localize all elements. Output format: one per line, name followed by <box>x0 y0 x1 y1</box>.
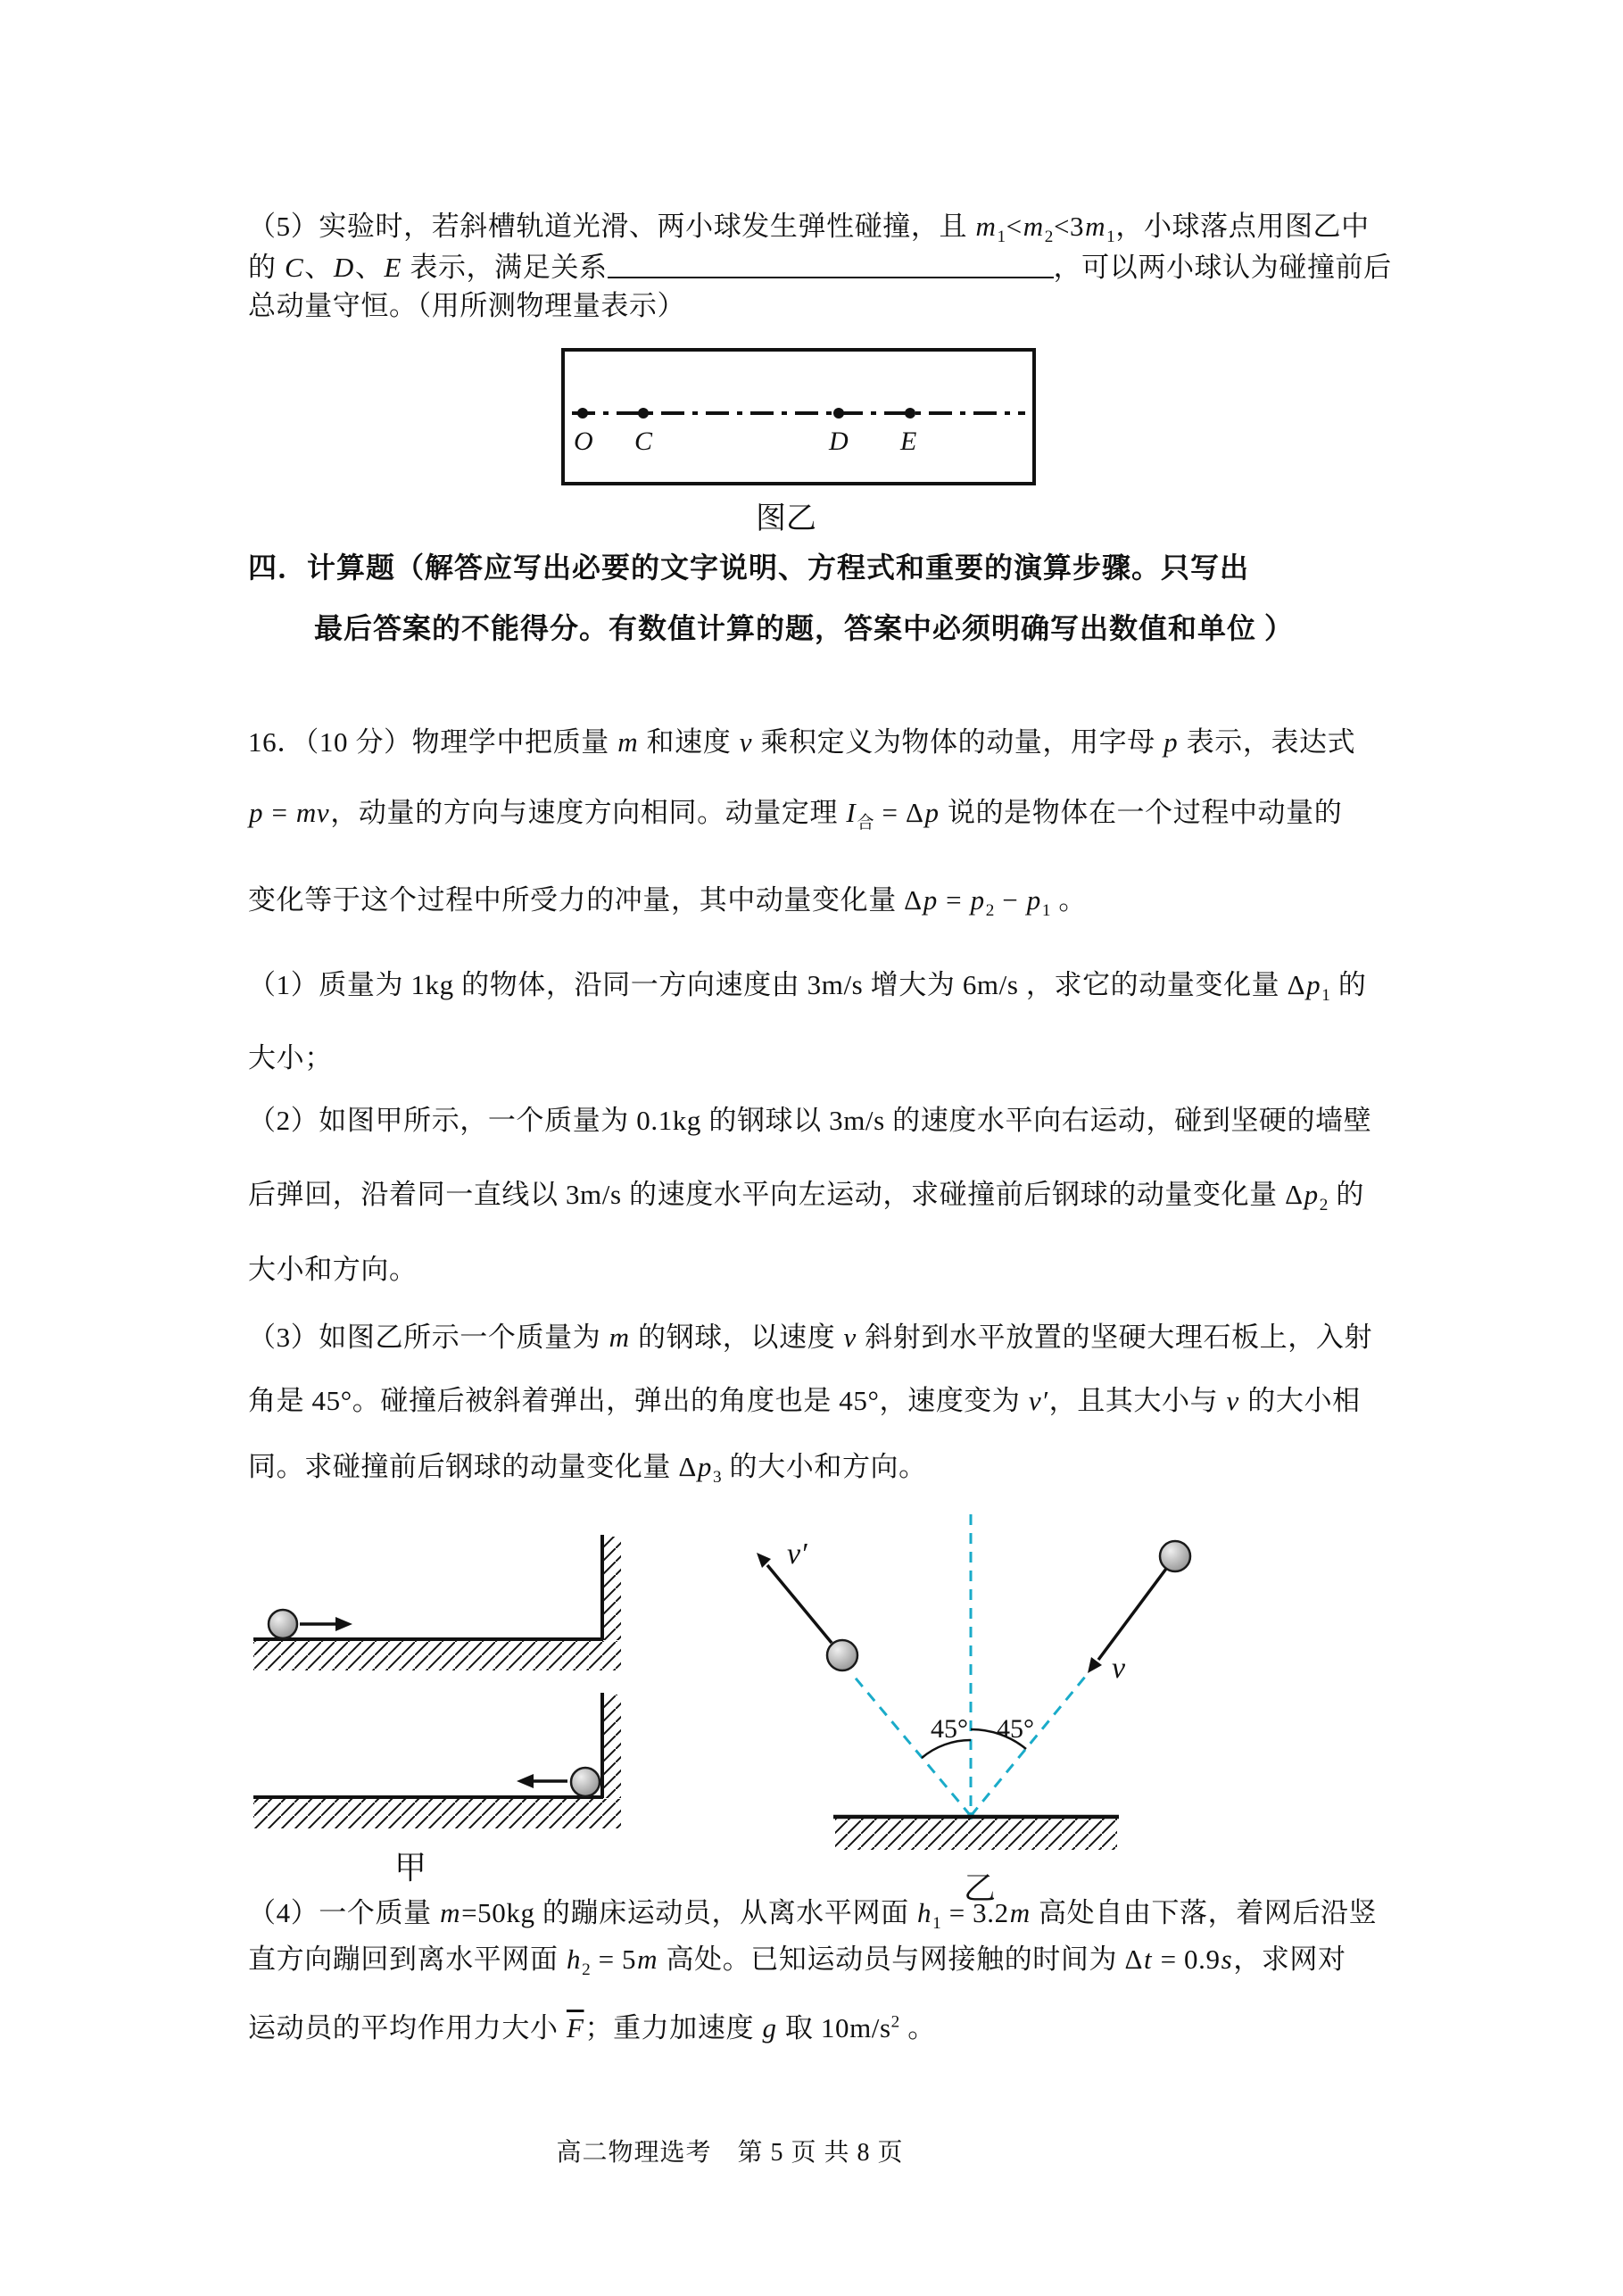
q16-part2-line2: 后弹回，沿着同一直线以 3m/s 的速度水平向左运动，求碰撞前后钢球的动量变化量 $\Delta p_2$ 的 <box>248 1179 1364 1215</box>
q16-part2-line3: 大小和方向。 <box>248 1254 418 1285</box>
v-arrow-shaft <box>1098 1569 1166 1660</box>
top-floor-hatch <box>253 1641 621 1670</box>
velocity-left-arrowhead <box>517 1774 534 1788</box>
q5-line2-with-blank: 的 C、D、E 表示，满足关系 ，可以两小球认为碰撞前后 <box>248 252 1392 283</box>
slab-hatch <box>835 1819 1117 1850</box>
q16-part1-line2: 大小； <box>248 1042 333 1073</box>
top-wall-hatch <box>603 1537 621 1640</box>
rebound-path-dashed <box>852 1674 971 1816</box>
figure-yi-landing-points <box>558 344 1039 550</box>
q16-part4-line1: （4）一个质量 m=50kg 的蹦床运动员，从离水平网面 $h_1 = 3.2m$ 高处自由下落，着网后沿竖 <box>248 1897 1378 1934</box>
incident-ball <box>1160 1541 1190 1571</box>
point-E <box>905 408 915 419</box>
bottom-wall-hatch <box>603 1695 621 1798</box>
point-D-label: D <box>829 427 849 456</box>
q5-line3: 总动量守恒。（用所测物理量表示） <box>248 290 686 321</box>
diagram-jia-caption: 甲 <box>393 1850 427 1886</box>
ball-moving-right <box>269 1610 297 1638</box>
point-O-label: O <box>574 427 593 456</box>
velocity-right-arrowhead <box>335 1617 352 1631</box>
point-E-label: E <box>900 427 917 456</box>
point-C-label: C <box>634 427 653 456</box>
ball-moving-left <box>571 1768 600 1796</box>
bottom-floor-hatch <box>253 1799 621 1828</box>
diagram-jia-ball-wall <box>241 1508 633 1901</box>
q16-part4-line3: 运动员的平均作用力大小 $\overline{F}$；重力加速度 g 取 $10m/s^2$ 。 <box>248 2012 936 2043</box>
diagram-yi-caption: 乙 <box>963 1870 997 1906</box>
landing-box-border <box>563 350 1034 484</box>
angle-right-label: 45° <box>997 1714 1034 1744</box>
q16-part2-line1: （2）如图甲所示，一个质量为 0.1kg 的钢球以 3m/s 的速度水平向右运动，碰到坚硬的墙壁 <box>248 1105 1372 1136</box>
page-footer: 高二物理选考 第 5 页 共 8 页 <box>556 2139 904 2167</box>
point-O <box>577 408 588 419</box>
q16-part1-line1: （1）质量为 1kg 的物体，沿同一方向速度由 3m/s 增大为 6m/s ，求它的动量变化量 $\Delta p_1$ 的 <box>248 969 1367 1006</box>
q16-part3-line2: 角是 45°。碰撞后被斜着弹出，弹出的角度也是 45°，速度变为 v′，且其大小与 v 的大小相 <box>248 1385 1361 1416</box>
v-prime-label: v′ <box>787 1538 807 1571</box>
section4-heading-line2: 最后答案的不能得分。有数值计算的题，答案中必须明确写出数值和单位 ） <box>314 612 1295 644</box>
q16-line3: 变化等于这个过程中所受力的冲量，其中动量变化量 $\Delta p = p_2 - p_1$ 。 <box>248 884 1087 921</box>
angle-left-label: 45° <box>931 1714 968 1744</box>
v-prime-arrow-shaft <box>767 1565 832 1643</box>
point-C <box>638 408 649 419</box>
point-D <box>833 408 844 419</box>
figure-yi-caption: 图乙 <box>756 502 816 535</box>
section4-heading-line1: 四．计算题（解答应写出必要的文字说明、方程式和重要的演算步骤。只写出 <box>248 551 1250 584</box>
v-label: v <box>1112 1652 1126 1685</box>
q16-part4-line2: 直方向蹦回到离水平网面 $h_2 = 5m$ 高处。已知运动员与网接触的时间为 Δt = 0.9s，求网对 <box>248 1944 1346 1980</box>
q16-line1: 16．（10 分）物理学中把质量 m 和速度 v 乘积定义为物体的动量，用字母 p 表示，表达式 <box>248 726 1356 758</box>
q5-line1: （5）实验时，若斜槽轨道光滑、两小球发生弹性碰撞，且 $m_1<m_2<3m_1$，小球落点用图乙中 <box>248 211 1370 247</box>
diagram-yi-bounce-45 <box>714 1499 1213 1919</box>
incident-path-dashed <box>971 1676 1086 1816</box>
q16-part3-line3: 同。求碰撞前后钢球的动量变化量 $\Delta p_3$ 的大小和方向。 <box>248 1451 927 1488</box>
q16-line2: p = mv，动量的方向与速度方向相同。动量定理 $I_合 = \Delta p$ 说的是物体在一个过程中动量的 <box>249 797 1343 833</box>
q16-part3-line1: （3）如图乙所示一个质量为 m 的钢球，以速度 v 斜射到水平放置的坚硬大理石板上，入射 <box>248 1322 1373 1353</box>
rebounding-ball <box>827 1640 857 1670</box>
